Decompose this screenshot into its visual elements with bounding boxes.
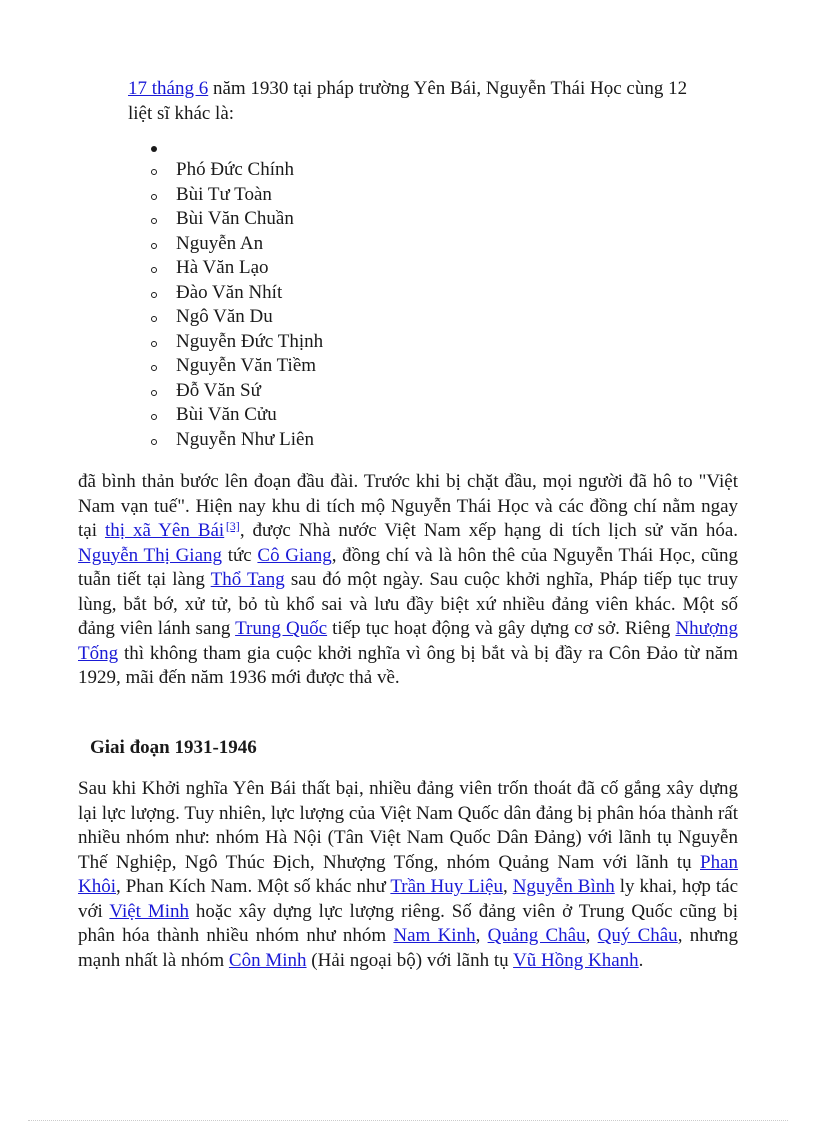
circle-bullet-icon (151, 414, 157, 420)
martyr-name: Bùi Tư Toàn (176, 183, 272, 205)
link-tran-huy-lieu[interactable]: Trần Huy Liệu (390, 876, 503, 897)
list-item (0, 305, 323, 330)
body-text: , Phan Kích Nam. Một số khác như (116, 876, 391, 897)
circle-bullet-icon (151, 243, 157, 249)
link-co-giang[interactable]: Cô Giang (257, 544, 332, 566)
link-thi-xa-yen-bai[interactable]: thị xã Yên Bái (104, 520, 225, 541)
circle-bullet-icon (151, 194, 157, 200)
aftermath-paragraph (78, 470, 738, 691)
list-item (0, 232, 323, 257)
martyr-list (0, 158, 323, 452)
link-tho-tang[interactable]: Thổ Tang (210, 569, 285, 590)
body-text: (Hải ngoại bộ) với lãnh tụ (306, 949, 514, 971)
link-vu-hong-khanh[interactable]: Vũ Hồng Khanh (513, 949, 639, 971)
body-text: , được Nhà nước Việt Nam xếp hạng di tích lịch sử văn hóa. (239, 520, 738, 541)
circle-bullet-icon (151, 169, 157, 175)
intro-paragraph (128, 77, 708, 126)
circle-bullet-icon (151, 267, 157, 273)
link-con-minh[interactable]: Côn Minh (228, 949, 307, 971)
section-heading: Giai đoạn 1931-1946 (90, 737, 257, 758)
page-divider (28, 1120, 788, 1121)
circle-bullet-icon (151, 316, 157, 322)
link-nhuong-tong[interactable]: Nhượng Tống (78, 618, 739, 664)
link-phan-khoi[interactable]: Phan Khôi (78, 851, 738, 897)
body-text: Sau khi Khởi nghĩa Yên Bái thất bại, nhiều đảng viên trốn thoát đã cố gắng xây dựng lại lực lượng. Tuy nhiên, lực lượng của Việt Nam Quốc dân đảng bị phân hóa thành rất nhiều nhóm như: nhóm Hà Nội (Tân Việt Nam Quốc Dân Đảng) với lãnh tụ Nguyễn Thế Nghiệp, Ngô Thúc Địch, Nhượng Tống, nhóm Quảng Nam với lãnh tụ (78, 778, 738, 873)
list-item (0, 379, 323, 404)
date-link[interactable]: 17 tháng 6 (128, 78, 209, 99)
body-text: ly khai, hợp tác với (78, 876, 738, 922)
list-item (0, 183, 323, 208)
body-text: , (585, 925, 598, 946)
list-item (0, 403, 323, 428)
link-nguyen-binh[interactable]: Nguyễn Bình (512, 876, 615, 897)
circle-bullet-icon (151, 218, 157, 224)
martyr-name: Nguyễn Văn Tiềm (176, 355, 317, 376)
martyr-name: Hà Văn Lạo (176, 257, 269, 278)
list-item (0, 207, 323, 232)
circle-bullet-icon (151, 292, 157, 298)
link-quy-chau[interactable]: Quý Châu (597, 925, 678, 946)
body-text: tức (222, 544, 258, 566)
body-text: , (475, 925, 488, 946)
martyr-name: Phó Đức Chính (176, 159, 294, 180)
list-item (0, 158, 323, 183)
link-nguyen-thi-giang[interactable]: Nguyễn Thị Giang (78, 544, 223, 566)
period-paragraph (78, 777, 738, 973)
body-text: đã bình thản bước lên đoạn đầu đài. Trước khi bị chặt đầu, mọi người đã hô to "Việt Nam vạn tuế". Hiện nay khu di tích mộ Nguyễn Thái Học và các đồng chí nằm ngay tại (78, 471, 738, 541)
martyr-name: Đỗ Văn Sứ (176, 379, 261, 401)
link-viet-minh[interactable]: Việt Minh (109, 900, 190, 922)
link-nam-kinh[interactable]: Nam Kinh (393, 925, 476, 946)
body-text: , đồng chí và là hôn thê của Nguyễn Thái Học, cũng tuẫn tiết tại làng (78, 544, 739, 590)
body-text: thì không tham gia cuộc khởi nghĩa vì ông bị bắt và bị đầy ra Côn Đảo từ năm 1929, mãi đến năm 1936 mới được thả về. (78, 642, 738, 688)
list-item (0, 354, 323, 379)
circle-bullet-icon (151, 439, 157, 445)
intro-text: năm 1930 tại pháp trường Yên Bái, Nguyễn Thái Học cùng 12 liệt sĩ khác là: (128, 78, 688, 124)
list-item (0, 330, 323, 355)
circle-bullet-icon (151, 341, 157, 347)
body-text: , nhưng mạnh nhất là nhóm (78, 925, 738, 971)
circle-bullet-icon (151, 365, 157, 371)
body-text: hoặc xây dựng lực lượng riêng. Số đảng viên ở Trung Quốc cũng bị phân hóa thành nhiều nhóm như nhóm (78, 900, 738, 946)
martyr-name: Bùi Văn Cửu (176, 404, 277, 425)
circle-bullet-icon (151, 390, 157, 396)
martyr-name: Nguyễn Đức Thịnh (176, 330, 324, 352)
link-trung-quoc[interactable]: Trung Quốc (235, 618, 328, 639)
martyr-name: Nguyễn An (176, 232, 264, 254)
martyr-name: Bùi Văn Chuần (176, 208, 294, 229)
martyr-name: Ngô Văn Du (176, 306, 273, 327)
link-quang-chau[interactable]: Quảng Châu (487, 925, 586, 946)
list-item (0, 428, 323, 453)
body-text: tiếp tục hoạt động và gây dựng cơ sở. Riêng (327, 618, 676, 639)
list-item (0, 256, 323, 281)
list-item (0, 281, 323, 306)
body-text: sau đó một ngày. Sau cuộc khởi nghĩa, Pháp tiếp tục truy lùng, bắt bớ, xử tử, bỏ tù khổ sai và lưu đầy biệt xứ nhiều đảng viên khác. Một số đảng viên lánh sang (78, 569, 739, 639)
martyr-name: Nguyễn Như Liên (176, 428, 314, 450)
bullet-icon (151, 146, 157, 152)
martyr-name: Đào Văn Nhít (176, 281, 283, 303)
reference-link[interactable]: [3] (225, 519, 240, 533)
body-text: , (503, 876, 513, 897)
body-text: . (638, 949, 644, 971)
